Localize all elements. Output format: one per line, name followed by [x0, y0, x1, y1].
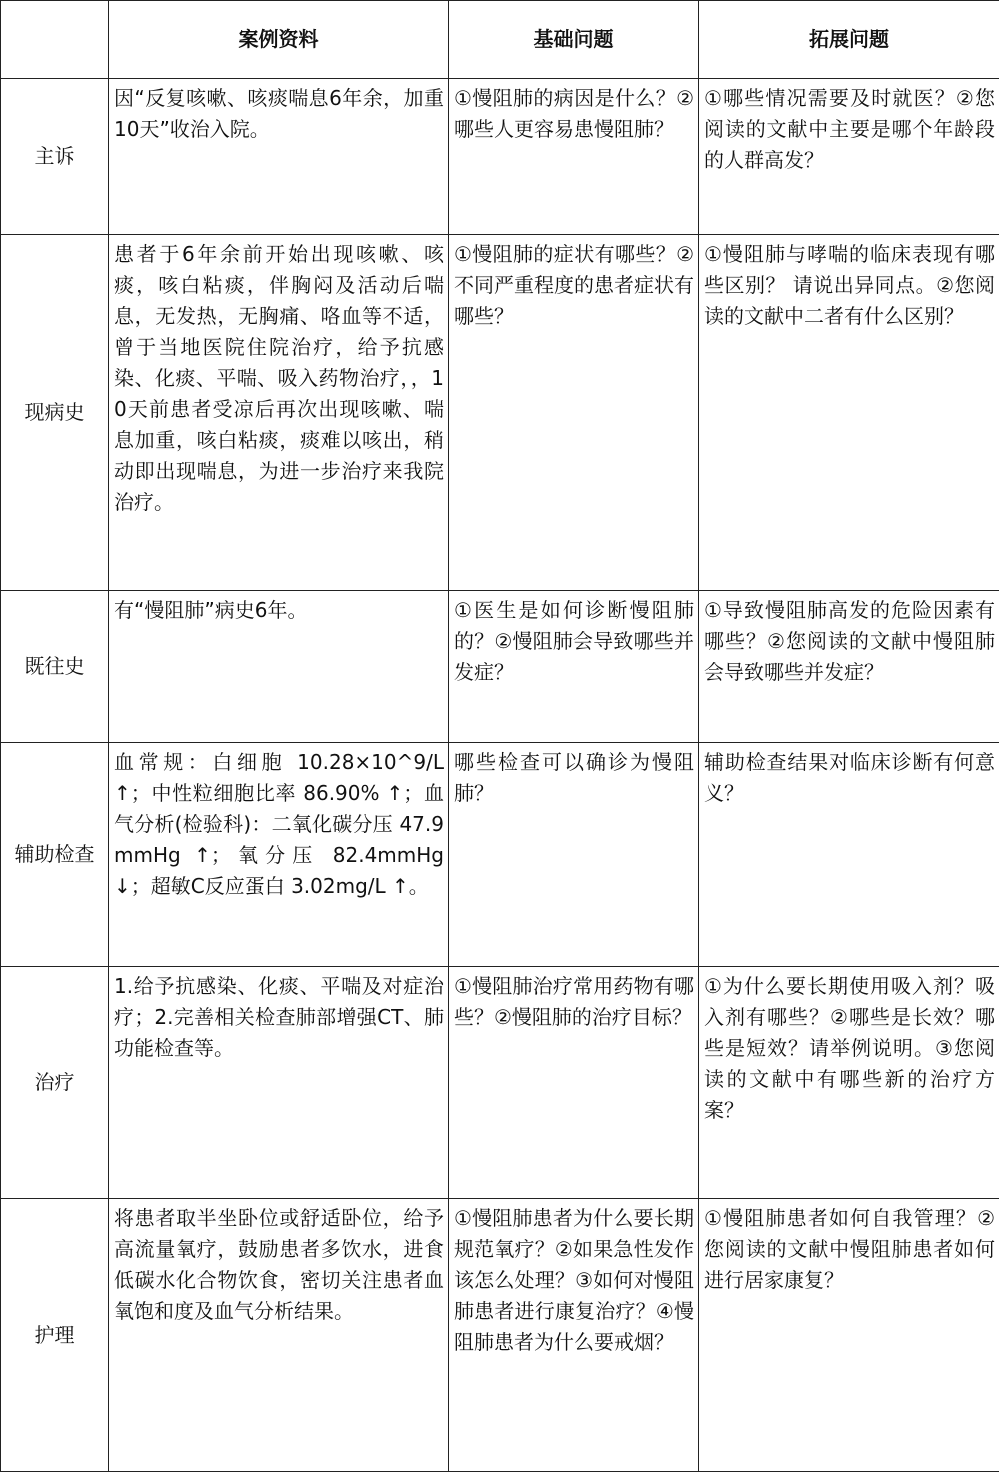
basic-question-cell: ①医生是如何诊断慢阻肺的？②慢阻肺会导致哪些并发症？: [449, 591, 699, 743]
table-row: [1, 591, 999, 743]
row-label: 主诉: [1, 79, 109, 235]
table-row: [1, 79, 999, 235]
row-label: 既往史: [1, 591, 109, 743]
header-row: [1, 1, 999, 79]
row-label: 护理: [1, 1199, 109, 1472]
extended-question-cell: ①慢阻肺与哮喘的临床表现有哪些区别？ 请说出异同点。②您阅读的文献中二者有什么区别？: [699, 235, 999, 591]
header-extended-questions: 拓展问题: [699, 1, 999, 79]
extended-question-cell: ①慢阻肺患者如何自我管理？②您阅读的文献中慢阻肺患者如何进行居家康复？: [699, 1199, 999, 1472]
extended-question-cell: 辅助检查结果对临床诊断有何意义？: [699, 743, 999, 967]
basic-question-cell: ①慢阻肺患者为什么要长期规范氧疗？②如果急性发作该怎么处理？③如何对慢阻肺患者进行康复治疗？④慢阻肺患者为什么要戒烟？: [449, 1199, 699, 1472]
row-label: 治疗: [1, 967, 109, 1199]
case-cell: 血常规：白细胞 10.28×10^9/L ↑；中性粒细胞比率 86.90% ↑；血气分析(检验科)：二氧化碳分压 47.9mmHg ↑；氧分压 82.4mmHg ↓；超敏C反应蛋白 3.02mg/L ↑。: [109, 743, 449, 967]
table-row: [1, 1199, 999, 1472]
case-cell: 将患者取半坐卧位或舒适卧位，给予高流量氧疗，鼓励患者多饮水，进食低碳水化合物饮食，密切关注患者血氧饱和度及血气分析结果。: [109, 1199, 449, 1472]
case-cell: 1.给予抗感染、化痰、平喘及对症治疗；2.完善相关检查肺部增强CT、肺功能检查等。: [109, 967, 449, 1199]
table-row: [1, 235, 999, 591]
header-case-material: 案例资料: [109, 1, 449, 79]
row-label: 辅助检查: [1, 743, 109, 967]
header-basic-questions: 基础问题: [449, 1, 699, 79]
extended-question-cell: ①导致慢阻肺高发的危险因素有哪些？②您阅读的文献中慢阻肺会导致哪些并发症？: [699, 591, 999, 743]
case-cell: 有“慢阻肺”病史6年。: [109, 591, 449, 743]
table-row: [1, 967, 999, 1199]
extended-question-cell: ①哪些情况需要及时就医？②您阅读的文献中主要是哪个年龄段的人群高发？: [699, 79, 999, 235]
basic-question-cell: ①慢阻肺的病因是什么？②哪些人更容易患慢阻肺？: [449, 79, 699, 235]
case-cell: 患者于6年余前开始出现咳嗽、咳痰，咳白粘痰，伴胸闷及活动后喘息，无发热，无胸痛、咯血等不适，曾于当地医院住院治疗，给予抗感染、化痰、平喘、吸入药物治疗，，10天前患者受凉后再次出现咳嗽、喘息加重，咳白粘痰，痰难以咳出，稍动即出现喘息，为进一步治疗来我院治疗。: [109, 235, 449, 591]
extended-question-cell: ①为什么要长期使用吸入剂？吸入剂有哪些？②哪些是长效？哪些是短效？请举例说明。③您阅读的文献中有哪些新的治疗方案？: [699, 967, 999, 1199]
case-cell: 因“反复咳嗽、咳痰喘息6年余，加重10天”收治入院。: [109, 79, 449, 235]
basic-question-cell: ①慢阻肺的症状有哪些？②不同严重程度的患者症状有哪些？: [449, 235, 699, 591]
header-blank: [1, 1, 109, 79]
basic-question-cell: 哪些检查可以确诊为慢阻肺？: [449, 743, 699, 967]
basic-question-cell: ①慢阻肺治疗常用药物有哪些？②慢阻肺的治疗目标？: [449, 967, 699, 1199]
table-row: [1, 743, 999, 967]
row-label: 现病史: [1, 235, 109, 591]
